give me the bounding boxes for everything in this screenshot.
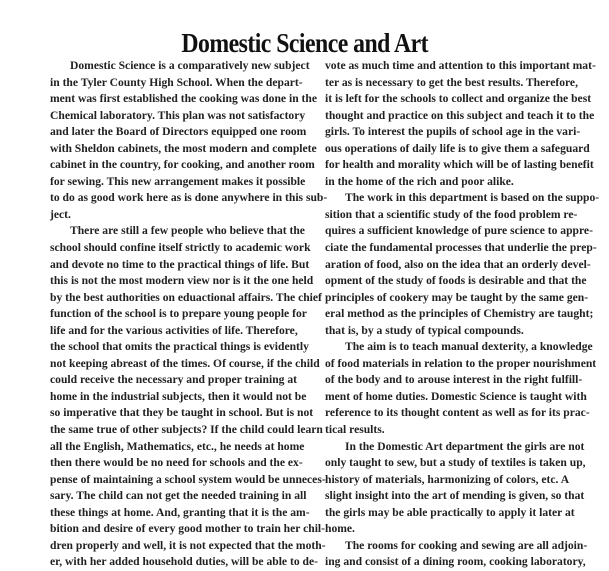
text-line: The rooms for cooking and sewing are all adjoin- bbox=[345, 538, 588, 552]
text-line: function of the school is to prepare young people for bbox=[50, 307, 307, 321]
text-line: for sewing. This new arrangement makes it possible bbox=[50, 174, 306, 188]
text-line: home in the industrial subjects, then it would not be bbox=[50, 389, 307, 403]
left-column bbox=[50, 58, 328, 571]
paragraph bbox=[325, 190, 600, 339]
page-title: Domestic Science and Art bbox=[181, 28, 429, 58]
text-line: quires a sufficient knowledge of pure science to appre- bbox=[325, 224, 593, 238]
text-line: There are still a few people who believe that the bbox=[70, 224, 305, 238]
text-line: the girls may be able practically to apply it later at bbox=[325, 505, 575, 519]
text-line: to do as good work here as is done anywhere in this sub- bbox=[50, 191, 328, 205]
text-line: with Sheldon cabinets, the most modern and complete bbox=[50, 141, 317, 155]
text-line: dren properly and well, it is not expected that the moth- bbox=[50, 538, 326, 552]
text-line: bition and desire of every good mother to train her chil- bbox=[50, 522, 326, 536]
text-line: ment of home duties. Domestic Science is taught with bbox=[325, 389, 587, 403]
paragraph bbox=[325, 58, 596, 190]
text-line: ous operations of daily life is to give them a safeguard bbox=[325, 141, 590, 155]
paragraph bbox=[325, 439, 586, 538]
text-line: thought and practice on this subject and teach it to the bbox=[325, 108, 595, 122]
text-line: In the Domestic Art department the girls are not bbox=[345, 439, 585, 453]
paragraph bbox=[325, 538, 588, 571]
text-line: The aim is to teach manual dexterity, a knowledge bbox=[345, 340, 593, 354]
text-line: that is, by a study of typical compounds. bbox=[325, 323, 524, 337]
text-line: and devote no time to the practical things of life. But bbox=[50, 257, 310, 271]
text-line: Chemical laboratory. This plan was not satisfactory bbox=[50, 108, 306, 122]
text-line: ciate the fundamental processes that underlie the prep- bbox=[325, 241, 597, 255]
right-column bbox=[325, 58, 600, 571]
text-line: by the best authorities on eduactional affairs. The chief bbox=[50, 290, 322, 304]
text-line: Domestic Science is a comparatively new subject bbox=[70, 59, 310, 72]
text-line: The work in this department is based on the suppo- bbox=[345, 191, 600, 205]
text-line: ject. bbox=[50, 207, 71, 221]
text-line: aration of food, also on the idea that an orderly devel- bbox=[325, 257, 591, 271]
text-line: so imperative that they be taught in school. But is not bbox=[50, 406, 314, 420]
text-line: then there would be no need for schools and the ex- bbox=[50, 456, 303, 470]
text-line: these things at home. And, granting that it is the am- bbox=[50, 505, 310, 519]
text-line: only taught to sew, but a study of textiles is taken up, bbox=[325, 456, 586, 470]
text-line: of the body and to arouse interest in the right fulfill- bbox=[325, 373, 583, 387]
text-line: of food materials in relation to the proper nourishment bbox=[325, 356, 597, 370]
text-line: girls. To interest the pupils of school age in the vari- bbox=[325, 125, 581, 139]
text-line: sary. The child can not get the needed training in all bbox=[50, 489, 307, 503]
text-line: slight insight into the art of mending is given, so that bbox=[325, 489, 585, 503]
text-line: er, with her added household duties, will be able to de- bbox=[50, 555, 318, 569]
text-line: pense of maintaining a school system would be unneces- bbox=[50, 472, 326, 486]
text-line: eral method as the principles of Chemistry are taught; bbox=[325, 307, 594, 321]
text-line: ment was first established the cooking was done in the bbox=[50, 92, 317, 106]
text-line: cabinet in the country, for cooking, and another room bbox=[50, 158, 315, 172]
text-line: ing and consist of a dining room, cooking laboratory, bbox=[325, 555, 586, 569]
text-line: tical results. bbox=[325, 423, 385, 437]
text-line: not keeping abreast of the times. Of course, if the child bbox=[50, 356, 320, 370]
text-line: sition that a scientific study of the food problem re- bbox=[325, 207, 578, 221]
paragraph bbox=[50, 223, 326, 570]
text-line: in the Tyler County High School. When the depart- bbox=[50, 75, 303, 89]
text-line: for health and morality which will be of lasting benefit bbox=[325, 158, 594, 172]
text-line: in the home of the rich and poor alike. bbox=[325, 174, 514, 188]
paragraph bbox=[325, 339, 597, 438]
text-line: principles of cookery may be taught by the same gen- bbox=[325, 290, 589, 304]
text-line: could receive the necessary and proper training at bbox=[50, 373, 297, 387]
paragraph bbox=[50, 58, 328, 223]
text-line: it is left for the schools to collect and organize the best bbox=[325, 92, 592, 106]
text-line: the same true of other subjects? If the child could learn bbox=[50, 423, 323, 437]
text-line: history of materials, harmonizing of colors, etc. A bbox=[325, 472, 570, 486]
text-line: and later the Board of Directors equipped one room bbox=[50, 125, 307, 139]
text-line: the school that omits the practical things is evidently bbox=[50, 340, 309, 354]
text-line: school should confine itself strictly to academic work bbox=[50, 241, 311, 255]
text-line: ter as is necessary to get the best results. Therefore, bbox=[325, 75, 578, 89]
text-line: home. bbox=[325, 522, 355, 536]
text-line: all the English, Mathematics, etc., he needs at home bbox=[50, 439, 305, 453]
text-line: reference to its thought content as well as for its prac- bbox=[325, 406, 590, 420]
text-line: this is not the most modern view nor is it the one held bbox=[50, 274, 314, 288]
text-line: vote as much time and attention to this important mat- bbox=[325, 59, 596, 72]
text-line: life and for the various activities of life. Therefore, bbox=[50, 323, 298, 337]
text-line: opment of the study of foods is desirable and that the bbox=[325, 274, 587, 288]
